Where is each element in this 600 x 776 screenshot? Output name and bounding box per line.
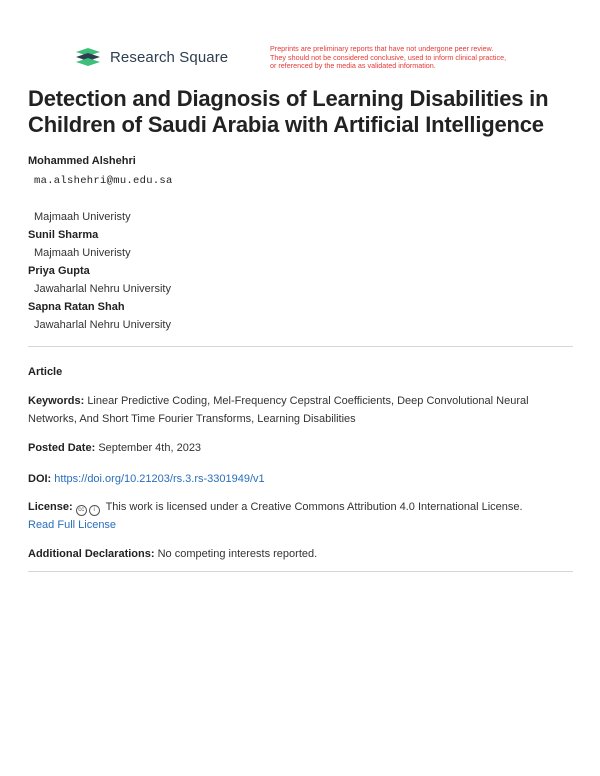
brand-name-part1: Research <box>110 48 175 66</box>
disclaimer-line: Preprints are preliminary reports that have not undergone peer review. <box>270 44 494 53</box>
creative-commons-icons <box>76 505 100 516</box>
declarations-text: No competing interests reported. <box>157 548 318 560</box>
research-square-logo[interactable] <box>74 46 228 68</box>
declarations-label: Additional Declarations: <box>28 548 155 560</box>
disclaimer-line: They should not be considered conclusive, used to inform clinical practice, <box>270 52 507 62</box>
brand-name <box>110 49 228 66</box>
doi-label: DOI: <box>28 473 52 485</box>
attribution-icon: i <box>89 505 100 516</box>
keywords <box>28 392 573 428</box>
author-name: Sapna Ratan Shah <box>28 301 125 313</box>
keywords-label: Keywords: <box>28 395 85 407</box>
license-text: This work is licensed under a Creative Commons Attribution 4.0 International License. <box>105 501 523 513</box>
author-name: Mohammed Alshehri <box>28 155 136 167</box>
license <box>28 498 573 534</box>
doi <box>28 470 573 488</box>
additional-declarations <box>28 545 573 563</box>
author-name: Sunil Sharma <box>28 229 99 241</box>
author-affiliation: Majmaah Univeristy <box>34 247 131 259</box>
posted-date <box>28 439 573 457</box>
article-type <box>28 363 573 381</box>
posted-date-label: Posted Date: <box>28 442 96 454</box>
author-email[interactable]: ma.alshehri@mu.edu.sa <box>34 175 173 187</box>
article-type-label: Article <box>28 366 63 378</box>
disclaimer-line: or referenced by the media as validated information. <box>270 61 436 71</box>
preprint-disclaimer <box>270 45 540 71</box>
author-name: Priya Gupta <box>28 265 90 277</box>
author-affiliation: Jawaharlal Nehru University <box>34 319 171 331</box>
keywords-text: Linear Predictive Coding, Mel-Frequency Cepstral Coefficients, Deep Convolutional Neural Networks, And Short Time Fourier Transforms, Learning Disabilities <box>28 395 529 425</box>
author-affiliation: Majmaah Univeristy <box>34 211 131 223</box>
research-square-logo-icon <box>74 46 102 68</box>
divider <box>28 346 573 347</box>
cc-icon: cc <box>76 505 87 516</box>
divider <box>28 571 573 572</box>
author-affiliation: Jawaharlal Nehru University <box>34 283 171 295</box>
doi-link[interactable]: https://doi.org/10.21203/rs.3.rs-3301949/v1 <box>54 473 265 485</box>
license-label: License: <box>28 501 73 513</box>
read-full-license-link[interactable]: Read Full License <box>28 519 117 531</box>
brand-name-part2: Square <box>179 48 229 66</box>
paper-title: Detection and Diagnosis of Learning Disabilities in Children of Saudi Arabia with Artificial Intelligence <box>28 86 549 137</box>
posted-date-value: September 4th, 2023 <box>98 442 202 454</box>
